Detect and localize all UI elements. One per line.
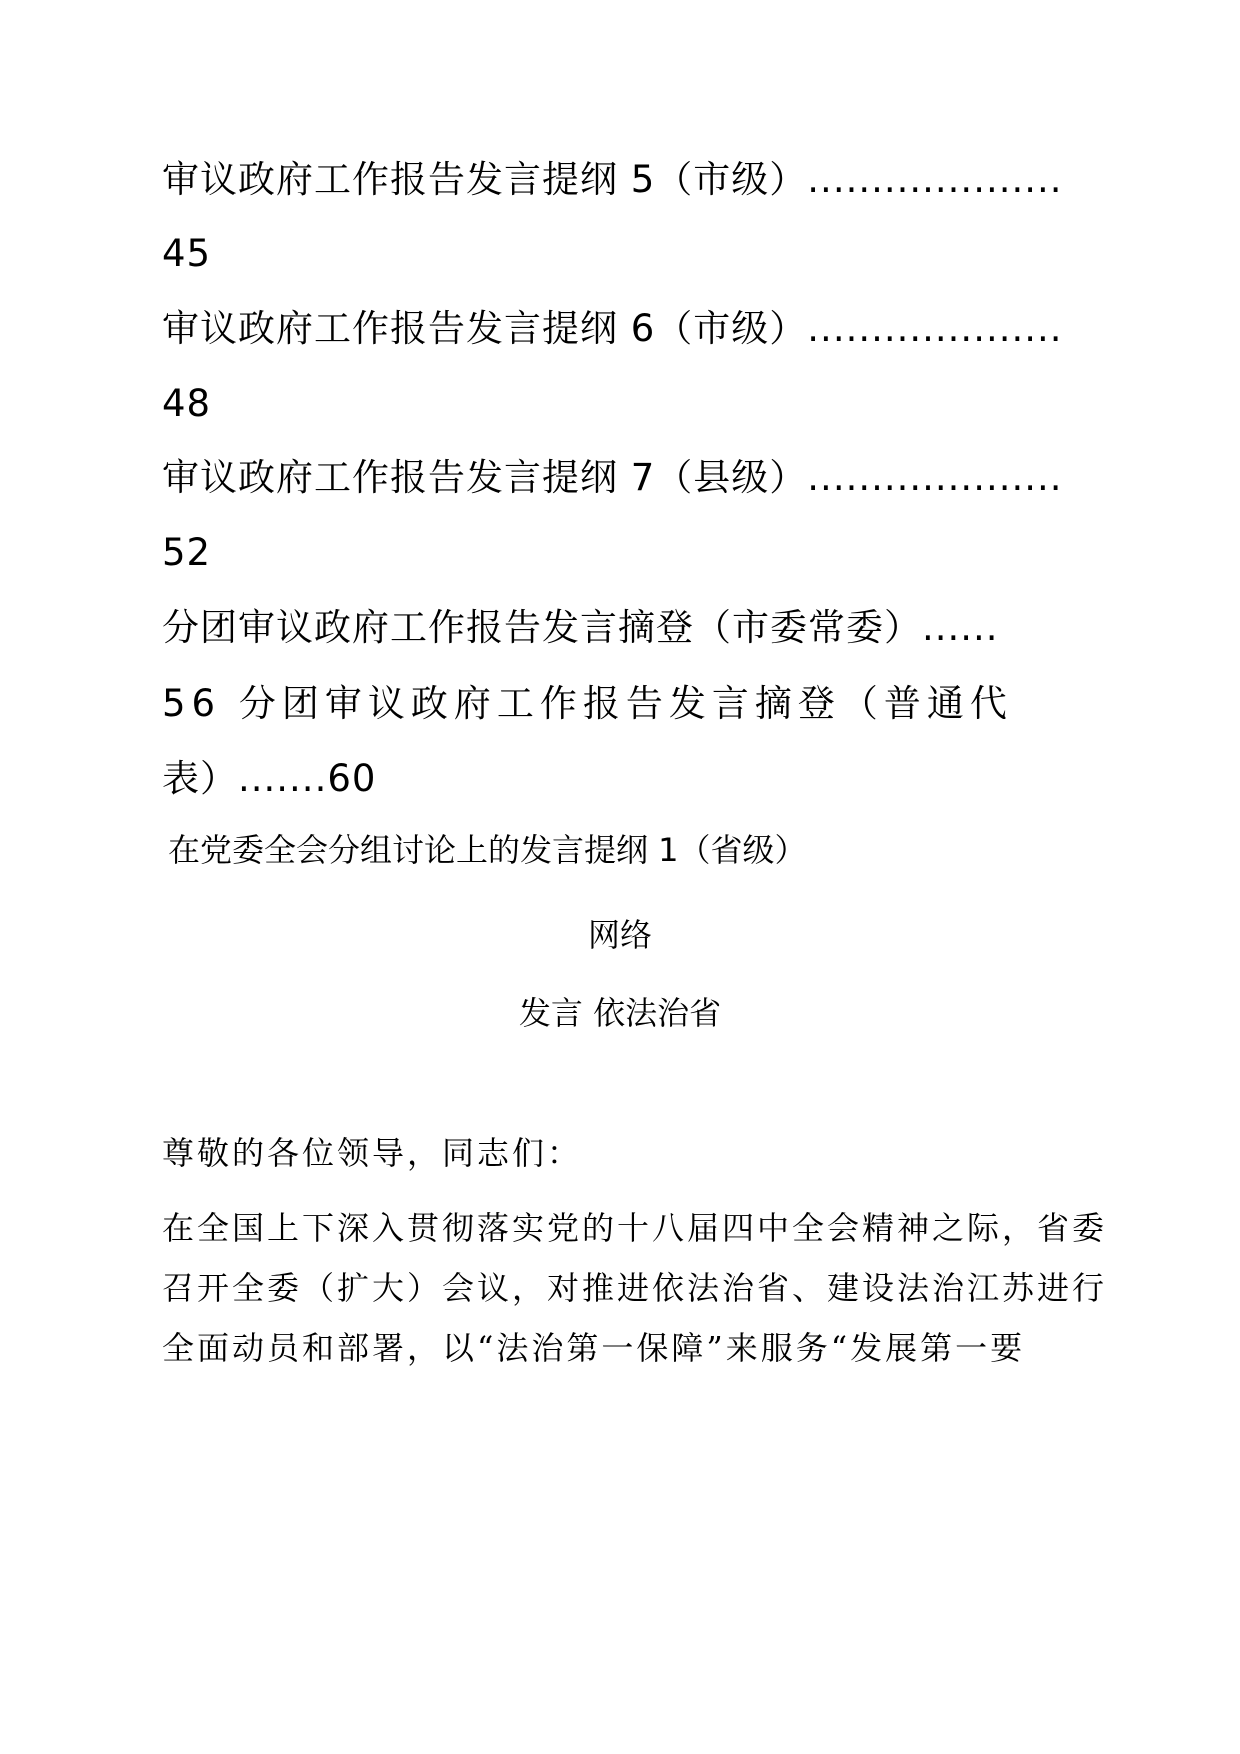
toc-entry-title: 表）.......60 bbox=[162, 757, 377, 800]
toc-entry-title: 审议政府工作报告发言提纲 5（市级）.................... bbox=[162, 158, 1063, 201]
toc-entry-title: 56 分团审议政府工作报告发言摘登（普通代 bbox=[162, 682, 1013, 725]
article-title: 在党委全会分组讨论上的发言提纲 1（省级） bbox=[168, 831, 807, 869]
toc-entry-title: 审议政府工作报告发言提纲 6（市级）.................... bbox=[162, 307, 1063, 350]
paragraph-line: 召开全委（扩大）会议，对推进依法治省、建设法治江苏进行 bbox=[162, 1269, 1108, 1307]
salutation: 尊敬的各位领导，同志们： bbox=[162, 1134, 583, 1172]
article-source: 网络 bbox=[587, 916, 652, 954]
toc-entry-page: 48 bbox=[162, 382, 212, 425]
paragraph-line: 全面动员和部署，以“法治第一保障”来服务“发展第一要 bbox=[162, 1329, 1026, 1367]
toc-entry-title: 分团审议政府工作报告发言摘登（市委常委）...... bbox=[162, 606, 999, 649]
paragraph-line: 在全国上下深入贯彻落实党的十八届四中全会精神之际，省委 bbox=[162, 1209, 1108, 1247]
article-keywords: 发言 依法治省 bbox=[518, 994, 722, 1032]
toc-entry-page: 52 bbox=[162, 531, 212, 574]
toc-entry-title: 审议政府工作报告发言提纲 7（县级）.................... bbox=[162, 456, 1063, 499]
toc-entry-page: 45 bbox=[162, 232, 212, 275]
